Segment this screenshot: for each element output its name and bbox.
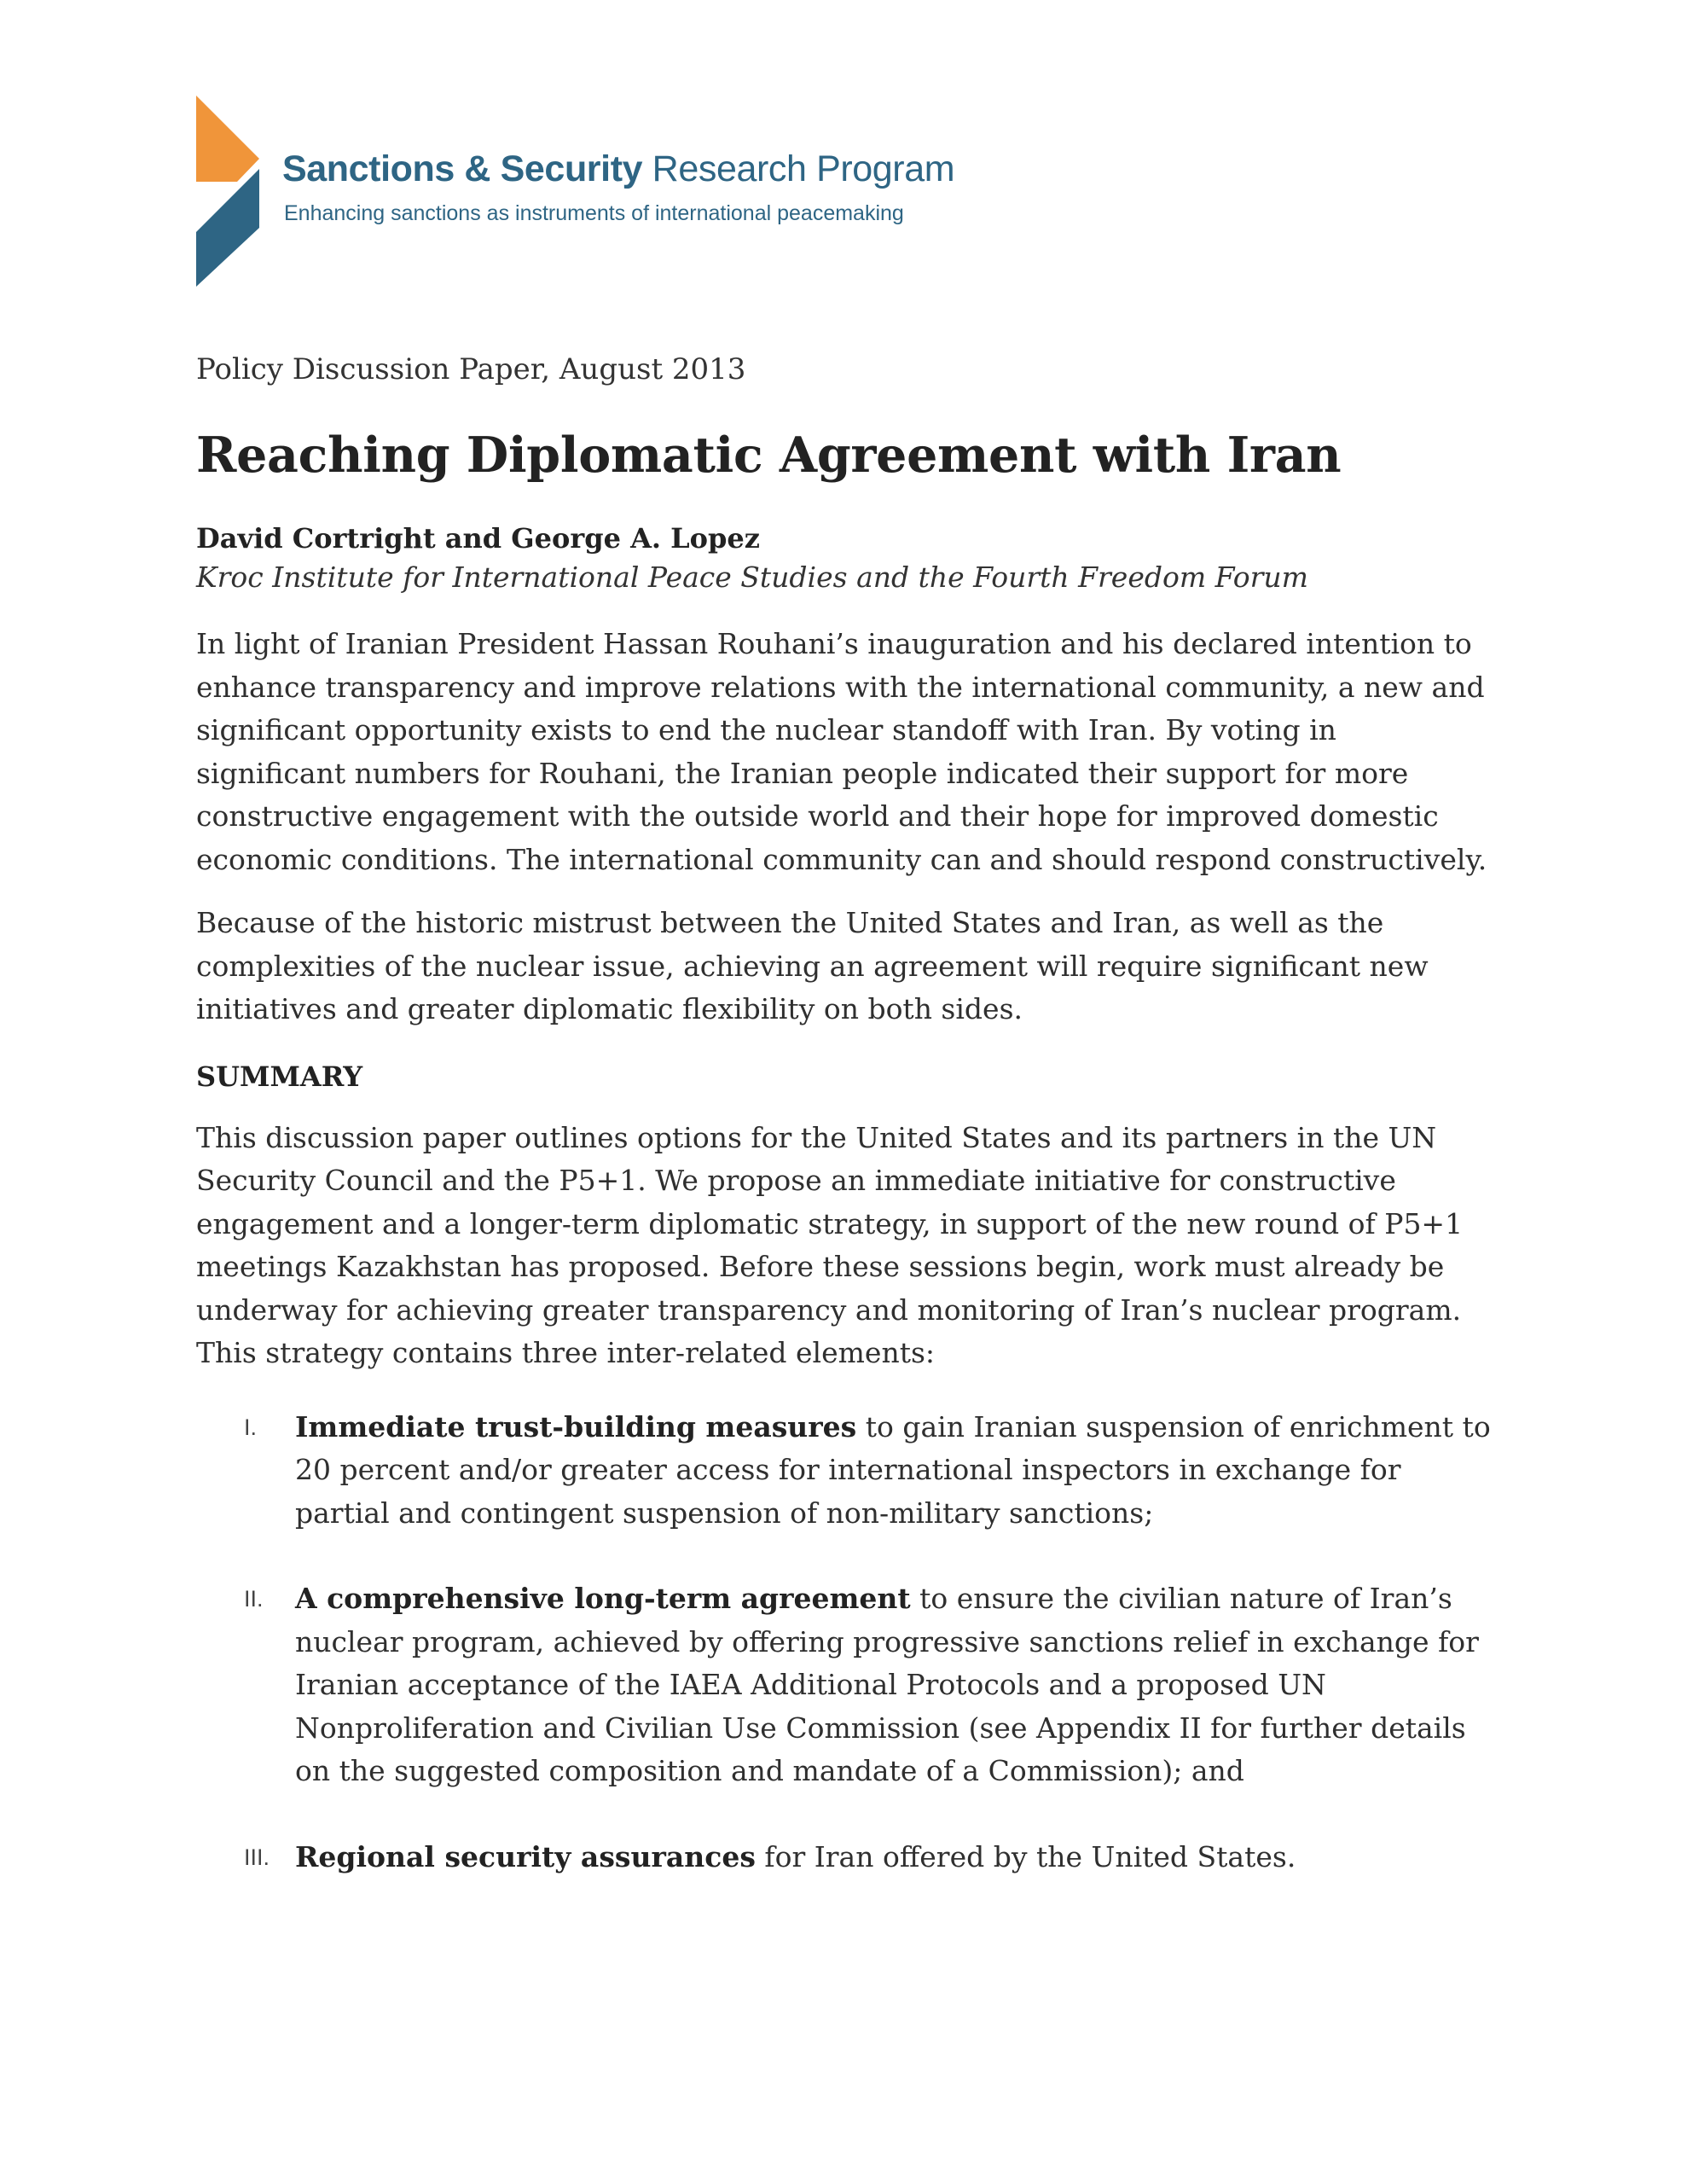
affiliation: Kroc Institute for International Peace Studies and the Fourth Freedom Forum	[196, 561, 1308, 594]
logo-title-regular: Research Program	[642, 148, 955, 189]
document-title: Reaching Diplomatic Agreement with Iran	[196, 427, 1342, 484]
list-item	[196, 1406, 1493, 1536]
list-item-lead: Regional security assurances	[295, 1839, 756, 1873]
list-item-text: to ensure the civilian nature of Iran’s nuclear program, achieved by offering progressive sanctions relief in exchange for Iranian acceptance of the IAEA Additional Protocols and a proposed UN Nonproliferation and Civilian Use Commission (see Appendix II for further details on the suggested composition and mandate of a Commission); and	[295, 1582, 1479, 1787]
summary-heading: SUMMARY	[196, 1060, 363, 1093]
logo-tagline: Enhancing sanctions as instruments of international peacemaking	[284, 201, 904, 225]
intro-paragraph: Because of the historic mistrust between the United States and Iran, as well as the complexities of the nuclear issue, achieving an agreement will require significant new initiatives and greater diplomatic flexibility on both sides.	[196, 906, 1429, 1025]
list-marker: III.	[244, 1844, 270, 1870]
list-marker: II.	[244, 1586, 264, 1612]
logo-title-bold: Sanctions & Security	[282, 148, 643, 189]
paper-label: Policy Discussion Paper, August 2013	[196, 352, 746, 386]
document-body	[196, 348, 1493, 1921]
list-item-text: for Iran offered by the United States.	[755, 1839, 1296, 1873]
list-marker: I.	[244, 1414, 258, 1440]
strategy-elements-list	[196, 1406, 1493, 1879]
list-item-lead: A comprehensive long-term agreement	[295, 1582, 911, 1615]
list-item-text: to gain Iranian suspension of enrichment to 20 percent and/or greater access for international inspectors in exchange for partial and contingent suspension of non-military sanctions;	[295, 1409, 1491, 1530]
summary-paragraph: This discussion paper outlines options for the United States and its partners in the UN Security Council and the P5+1. We propose an immediate initiative for constructive engagement and a longer-term diplomatic strategy, in support of the new round of P5+1 meetings Kazakhstan has proposed. Before these sessions begin, work must already be underway for achieving greater transparency and monitoring of Iran’s nuclear program. This strategy contains three inter-related elements:	[196, 1120, 1464, 1369]
logo-chevron-icon	[196, 96, 264, 287]
logo-title	[282, 148, 954, 190]
authors: David Cortright and George A. Lopez	[196, 522, 760, 555]
intro-paragraph: In light of Iranian President Hassan Rouhani’s inauguration and his declared intention to enhance transparency and improve relations with the international community, a new and significant opportunity exists to end the nuclear standoff with Iran. By voting in significant numbers for Rouhani, the Iranian people indicated their support for more constructive engagement with the outside world and their hope for improved domestic economic conditions. The international community can and should respond constructively.	[196, 627, 1487, 876]
list-item-lead: Immediate trust-building measures	[295, 1409, 857, 1443]
list-item	[196, 1577, 1493, 1793]
program-logo	[196, 96, 1049, 288]
list-item	[196, 1836, 1493, 1879]
